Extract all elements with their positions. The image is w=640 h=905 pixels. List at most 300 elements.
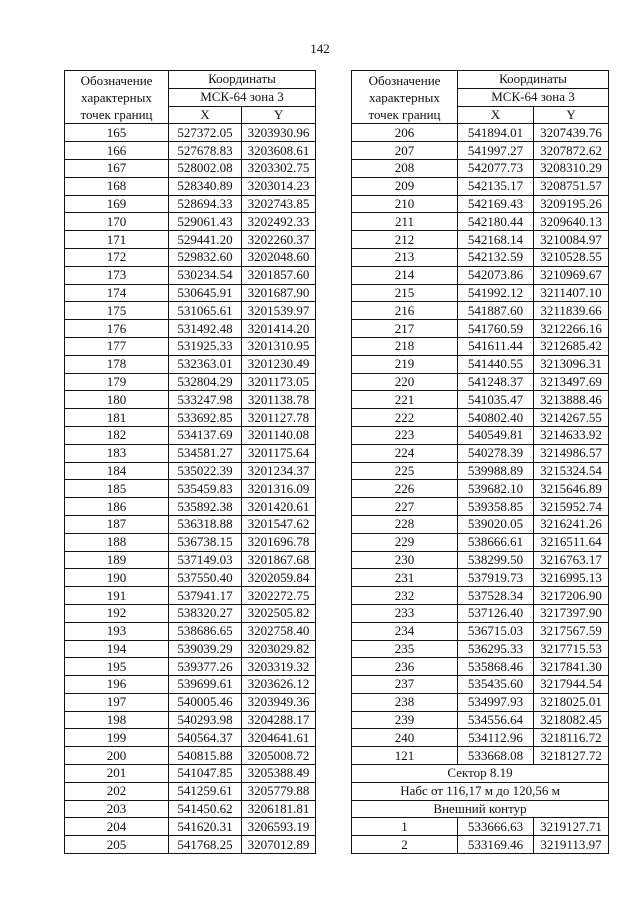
header-y: Y xyxy=(242,106,316,124)
header-coordinates: Координаты xyxy=(458,71,609,89)
point-id: 237 xyxy=(352,676,458,694)
point-id: 217 xyxy=(352,320,458,338)
x-value: 541611.44 xyxy=(458,337,534,355)
point-id: 171 xyxy=(65,231,169,249)
point-id: 186 xyxy=(65,498,169,516)
table-row xyxy=(352,515,609,533)
x-value: 533692.85 xyxy=(169,409,242,427)
x-value: 534581.27 xyxy=(169,444,242,462)
point-id: 221 xyxy=(352,391,458,409)
point-id: 1 xyxy=(352,818,458,836)
x-value: 533169.46 xyxy=(458,836,534,854)
sector-contour-label-row xyxy=(352,800,609,818)
y-value: 3202492.33 xyxy=(242,213,316,231)
y-value: 3219113.97 xyxy=(534,836,609,854)
table-row xyxy=(352,124,609,142)
point-id: 195 xyxy=(65,658,169,676)
y-value: 3201420.61 xyxy=(242,498,316,516)
point-id: 203 xyxy=(65,800,169,818)
table-row xyxy=(352,676,609,694)
coordinates-table-left xyxy=(64,70,316,854)
y-value: 3201687.90 xyxy=(242,284,316,302)
header-x: X xyxy=(458,106,534,124)
x-value: 533666.63 xyxy=(458,818,534,836)
point-id: 198 xyxy=(65,711,169,729)
sector-height-range: Набс от 116,17 м до 120,56 м xyxy=(352,782,609,800)
x-value: 539682.10 xyxy=(458,480,534,498)
y-value: 3201867.68 xyxy=(242,551,316,569)
y-value: 3216241.26 xyxy=(534,515,609,533)
table-row xyxy=(352,569,609,587)
y-value: 3212266.16 xyxy=(534,320,609,338)
table-row xyxy=(65,640,316,658)
x-value: 534137.69 xyxy=(169,426,242,444)
sector-title-row xyxy=(352,765,609,783)
point-id: 226 xyxy=(352,480,458,498)
table-row xyxy=(65,551,316,569)
point-id: 170 xyxy=(65,213,169,231)
table-row xyxy=(65,444,316,462)
x-value: 540549.81 xyxy=(458,426,534,444)
table-row xyxy=(352,213,609,231)
point-id: 166 xyxy=(65,142,169,160)
x-value: 532363.01 xyxy=(169,355,242,373)
y-value: 3203608.61 xyxy=(242,142,316,160)
point-id: 219 xyxy=(352,355,458,373)
x-value: 541768.25 xyxy=(169,836,242,854)
table-row xyxy=(65,373,316,391)
y-value: 3201138.78 xyxy=(242,391,316,409)
table-row xyxy=(65,337,316,355)
table-row xyxy=(65,426,316,444)
y-value: 3217397.90 xyxy=(534,604,609,622)
y-value: 3203626.12 xyxy=(242,676,316,694)
point-id: 173 xyxy=(65,266,169,284)
x-value: 542135.17 xyxy=(458,177,534,195)
x-value: 542168.14 xyxy=(458,231,534,249)
x-value: 541620.31 xyxy=(169,818,242,836)
table-row xyxy=(65,177,316,195)
x-value: 541760.59 xyxy=(458,320,534,338)
y-value: 3201316.09 xyxy=(242,480,316,498)
table-row xyxy=(352,658,609,676)
table-row xyxy=(65,515,316,533)
point-id: 223 xyxy=(352,426,458,444)
table-row xyxy=(352,391,609,409)
point-id: 208 xyxy=(352,159,458,177)
y-value: 3209640.13 xyxy=(534,213,609,231)
point-id: 230 xyxy=(352,551,458,569)
x-value: 539699.61 xyxy=(169,676,242,694)
x-value: 541887.60 xyxy=(458,302,534,320)
y-value: 3203302.75 xyxy=(242,159,316,177)
x-value: 535022.39 xyxy=(169,462,242,480)
x-value: 533668.08 xyxy=(458,747,534,765)
x-value: 536738.15 xyxy=(169,533,242,551)
point-id: 209 xyxy=(352,177,458,195)
table-row xyxy=(352,836,609,854)
y-value: 3204641.61 xyxy=(242,729,316,747)
table-row xyxy=(65,302,316,320)
x-value: 540278.39 xyxy=(458,444,534,462)
point-id: 238 xyxy=(352,693,458,711)
table-row xyxy=(65,266,316,284)
y-value: 3207439.76 xyxy=(534,124,609,142)
table-row xyxy=(65,533,316,551)
y-value: 3218025.01 xyxy=(534,693,609,711)
y-value: 3201310.95 xyxy=(242,337,316,355)
table-row xyxy=(352,747,609,765)
table-row xyxy=(352,498,609,516)
x-value: 541450.62 xyxy=(169,800,242,818)
point-id: 214 xyxy=(352,266,458,284)
y-value: 3205388.49 xyxy=(242,765,316,783)
point-id: 232 xyxy=(352,587,458,605)
x-value: 533247.98 xyxy=(169,391,242,409)
x-value: 541997.27 xyxy=(458,142,534,160)
x-value: 540815.88 xyxy=(169,747,242,765)
x-value: 539358.85 xyxy=(458,498,534,516)
point-id: 182 xyxy=(65,426,169,444)
y-value: 3217944.54 xyxy=(534,676,609,694)
y-value: 3203014.23 xyxy=(242,177,316,195)
y-value: 3201175.64 xyxy=(242,444,316,462)
x-value: 532804.29 xyxy=(169,373,242,391)
point-id: 169 xyxy=(65,195,169,213)
table-row xyxy=(352,177,609,195)
y-value: 3218082.45 xyxy=(534,711,609,729)
x-value: 527372.05 xyxy=(169,124,242,142)
x-value: 529832.60 xyxy=(169,248,242,266)
x-value: 530645.91 xyxy=(169,284,242,302)
table-row xyxy=(65,569,316,587)
x-value: 541259.61 xyxy=(169,782,242,800)
table-row xyxy=(65,676,316,694)
point-id: 239 xyxy=(352,711,458,729)
table-row xyxy=(65,462,316,480)
y-value: 3216511.64 xyxy=(534,533,609,551)
x-value: 538299.50 xyxy=(458,551,534,569)
header-coordinates: Координаты xyxy=(169,71,316,89)
point-id: 197 xyxy=(65,693,169,711)
y-value: 3206593.19 xyxy=(242,818,316,836)
y-value: 3206181.81 xyxy=(242,800,316,818)
table-row xyxy=(352,604,609,622)
y-value: 3201696.78 xyxy=(242,533,316,551)
table-row xyxy=(352,462,609,480)
point-id: 205 xyxy=(65,836,169,854)
y-value: 3202272.75 xyxy=(242,587,316,605)
x-value: 530234.54 xyxy=(169,266,242,284)
point-id: 218 xyxy=(352,337,458,355)
x-value: 529441.20 xyxy=(169,231,242,249)
x-value: 537149.03 xyxy=(169,551,242,569)
point-id: 196 xyxy=(65,676,169,694)
table-row xyxy=(65,391,316,409)
table-row xyxy=(65,195,316,213)
table-row xyxy=(65,604,316,622)
point-id: 233 xyxy=(352,604,458,622)
point-id: 174 xyxy=(65,284,169,302)
point-id: 168 xyxy=(65,177,169,195)
y-value: 3218116.72 xyxy=(534,729,609,747)
x-value: 537919.73 xyxy=(458,569,534,587)
x-value: 542169.43 xyxy=(458,195,534,213)
point-id: 236 xyxy=(352,658,458,676)
table-row xyxy=(352,142,609,160)
x-value: 531925.33 xyxy=(169,337,242,355)
point-id: 213 xyxy=(352,248,458,266)
x-value: 541440.55 xyxy=(458,355,534,373)
y-value: 3202260.37 xyxy=(242,231,316,249)
point-id: 206 xyxy=(352,124,458,142)
point-id: 207 xyxy=(352,142,458,160)
y-value: 3201857.60 xyxy=(242,266,316,284)
x-value: 531492.48 xyxy=(169,320,242,338)
x-value: 536295.33 xyxy=(458,640,534,658)
point-id: 201 xyxy=(65,765,169,783)
table-row xyxy=(65,284,316,302)
x-value: 542180.44 xyxy=(458,213,534,231)
table-row xyxy=(65,800,316,818)
point-id: 2 xyxy=(352,836,458,854)
x-value: 535435.60 xyxy=(458,676,534,694)
x-value: 539039.29 xyxy=(169,640,242,658)
x-value: 529061.43 xyxy=(169,213,242,231)
table-row xyxy=(352,693,609,711)
x-value: 540802.40 xyxy=(458,409,534,427)
y-value: 3202505.82 xyxy=(242,604,316,622)
x-value: 541047.85 xyxy=(169,765,242,783)
point-id: 175 xyxy=(65,302,169,320)
point-id: 192 xyxy=(65,604,169,622)
y-value: 3203949.36 xyxy=(242,693,316,711)
x-value: 541894.01 xyxy=(458,124,534,142)
sector-contour-label: Внешний контур xyxy=(352,800,609,818)
point-id: 228 xyxy=(352,515,458,533)
y-value: 3201140.08 xyxy=(242,426,316,444)
header-point-designation: Обозначение характерных точек границ xyxy=(65,71,169,124)
point-id: 220 xyxy=(352,373,458,391)
y-value: 3211407.10 xyxy=(534,284,609,302)
x-value: 534556.64 xyxy=(458,711,534,729)
header-coordinate-system: МСК-64 зона 3 xyxy=(458,88,609,106)
x-value: 542132.59 xyxy=(458,248,534,266)
x-value: 534112.96 xyxy=(458,729,534,747)
y-value: 3218127.72 xyxy=(534,747,609,765)
table-row xyxy=(352,409,609,427)
y-value: 3215952.74 xyxy=(534,498,609,516)
table-row xyxy=(65,658,316,676)
point-id: 224 xyxy=(352,444,458,462)
table-row xyxy=(352,444,609,462)
table-row xyxy=(65,693,316,711)
table-row xyxy=(65,231,316,249)
point-id: 194 xyxy=(65,640,169,658)
table-row xyxy=(65,498,316,516)
x-value: 528002.08 xyxy=(169,159,242,177)
y-value: 3205008.72 xyxy=(242,747,316,765)
y-value: 3201547.62 xyxy=(242,515,316,533)
x-value: 542077.73 xyxy=(458,159,534,177)
x-value: 541035.47 xyxy=(458,391,534,409)
table-row xyxy=(65,213,316,231)
x-value: 528694.33 xyxy=(169,195,242,213)
y-value: 3211839.66 xyxy=(534,302,609,320)
page-number: 142 xyxy=(310,41,330,56)
y-value: 3216763.17 xyxy=(534,551,609,569)
y-value: 3209195.26 xyxy=(534,195,609,213)
table-row xyxy=(352,284,609,302)
table-row xyxy=(352,622,609,640)
table-row xyxy=(352,640,609,658)
point-id: 189 xyxy=(65,551,169,569)
table-row xyxy=(65,729,316,747)
table-row xyxy=(65,622,316,640)
table-row xyxy=(352,337,609,355)
x-value: 536318.88 xyxy=(169,515,242,533)
x-value: 541248.37 xyxy=(458,373,534,391)
table-row xyxy=(352,195,609,213)
point-id: 212 xyxy=(352,231,458,249)
table-row xyxy=(352,248,609,266)
y-value: 3213888.46 xyxy=(534,391,609,409)
y-value: 3214267.55 xyxy=(534,409,609,427)
table-row xyxy=(352,711,609,729)
table-row xyxy=(65,124,316,142)
x-value: 535868.46 xyxy=(458,658,534,676)
x-value: 539020.05 xyxy=(458,515,534,533)
table-row xyxy=(65,409,316,427)
table-row xyxy=(352,302,609,320)
table-row xyxy=(65,818,316,836)
table-row xyxy=(352,818,609,836)
point-id: 185 xyxy=(65,480,169,498)
point-id: 225 xyxy=(352,462,458,480)
y-value: 3207012.89 xyxy=(242,836,316,854)
y-value: 3214986.57 xyxy=(534,444,609,462)
table-row xyxy=(65,782,316,800)
y-value: 3201234.37 xyxy=(242,462,316,480)
point-id: 231 xyxy=(352,569,458,587)
x-value: 527678.83 xyxy=(169,142,242,160)
point-id: 188 xyxy=(65,533,169,551)
point-id: 204 xyxy=(65,818,169,836)
point-id: 177 xyxy=(65,337,169,355)
y-value: 3212685.42 xyxy=(534,337,609,355)
coordinates-table-right xyxy=(351,70,609,854)
point-id: 199 xyxy=(65,729,169,747)
x-value: 537550.40 xyxy=(169,569,242,587)
y-value: 3210969.67 xyxy=(534,266,609,284)
table-row xyxy=(352,587,609,605)
x-value: 536715.03 xyxy=(458,622,534,640)
y-value: 3202758.40 xyxy=(242,622,316,640)
point-id: 193 xyxy=(65,622,169,640)
point-id: 227 xyxy=(352,498,458,516)
x-value: 528340.89 xyxy=(169,177,242,195)
point-id: 216 xyxy=(352,302,458,320)
x-value: 537941.17 xyxy=(169,587,242,605)
table-row xyxy=(65,248,316,266)
table-row xyxy=(65,142,316,160)
y-value: 3202743.85 xyxy=(242,195,316,213)
table-row xyxy=(352,159,609,177)
point-id: 187 xyxy=(65,515,169,533)
y-value: 3217567.59 xyxy=(534,622,609,640)
y-value: 3203319.32 xyxy=(242,658,316,676)
point-id: 181 xyxy=(65,409,169,427)
x-value: 537528.34 xyxy=(458,587,534,605)
x-value: 534997.93 xyxy=(458,693,534,711)
x-value: 531065.61 xyxy=(169,302,242,320)
table-row xyxy=(352,373,609,391)
point-id: 180 xyxy=(65,391,169,409)
table-row xyxy=(352,355,609,373)
table-row xyxy=(352,480,609,498)
table-row xyxy=(65,747,316,765)
x-value: 537126.40 xyxy=(458,604,534,622)
sector-height-range-row xyxy=(352,782,609,800)
point-id: 191 xyxy=(65,587,169,605)
y-value: 3210084.97 xyxy=(534,231,609,249)
point-id: 121 xyxy=(352,747,458,765)
y-value: 3214633.92 xyxy=(534,426,609,444)
point-id: 229 xyxy=(352,533,458,551)
y-value: 3216995.13 xyxy=(534,569,609,587)
y-value: 3217206.90 xyxy=(534,587,609,605)
y-value: 3217715.53 xyxy=(534,640,609,658)
sector-title: Сектор 8.19 xyxy=(352,765,609,783)
point-id: 167 xyxy=(65,159,169,177)
x-value: 540564.37 xyxy=(169,729,242,747)
y-value: 3201127.78 xyxy=(242,409,316,427)
header-point-designation: Обозначение характерных точек границ xyxy=(352,71,458,124)
y-value: 3201230.49 xyxy=(242,355,316,373)
x-value: 539988.89 xyxy=(458,462,534,480)
y-value: 3204288.17 xyxy=(242,711,316,729)
y-value: 3215324.54 xyxy=(534,462,609,480)
point-id: 202 xyxy=(65,782,169,800)
x-value: 538320.27 xyxy=(169,604,242,622)
table-row xyxy=(65,159,316,177)
table-row xyxy=(65,711,316,729)
point-id: 190 xyxy=(65,569,169,587)
header-coordinate-system: МСК-64 зона 3 xyxy=(169,88,316,106)
table-row xyxy=(65,836,316,854)
y-value: 3203029.82 xyxy=(242,640,316,658)
y-value: 3213497.69 xyxy=(534,373,609,391)
point-id: 178 xyxy=(65,355,169,373)
point-id: 210 xyxy=(352,195,458,213)
point-id: 184 xyxy=(65,462,169,480)
y-value: 3207872.62 xyxy=(534,142,609,160)
y-value: 3203930.96 xyxy=(242,124,316,142)
table-row xyxy=(352,551,609,569)
point-id: 165 xyxy=(65,124,169,142)
y-value: 3213096.31 xyxy=(534,355,609,373)
table-row xyxy=(352,231,609,249)
x-value: 535459.83 xyxy=(169,480,242,498)
y-value: 3208310.29 xyxy=(534,159,609,177)
table-row xyxy=(352,533,609,551)
table-row xyxy=(65,587,316,605)
x-value: 541992.12 xyxy=(458,284,534,302)
x-value: 539377.26 xyxy=(169,658,242,676)
point-id: 176 xyxy=(65,320,169,338)
point-id: 183 xyxy=(65,444,169,462)
table-row xyxy=(65,355,316,373)
